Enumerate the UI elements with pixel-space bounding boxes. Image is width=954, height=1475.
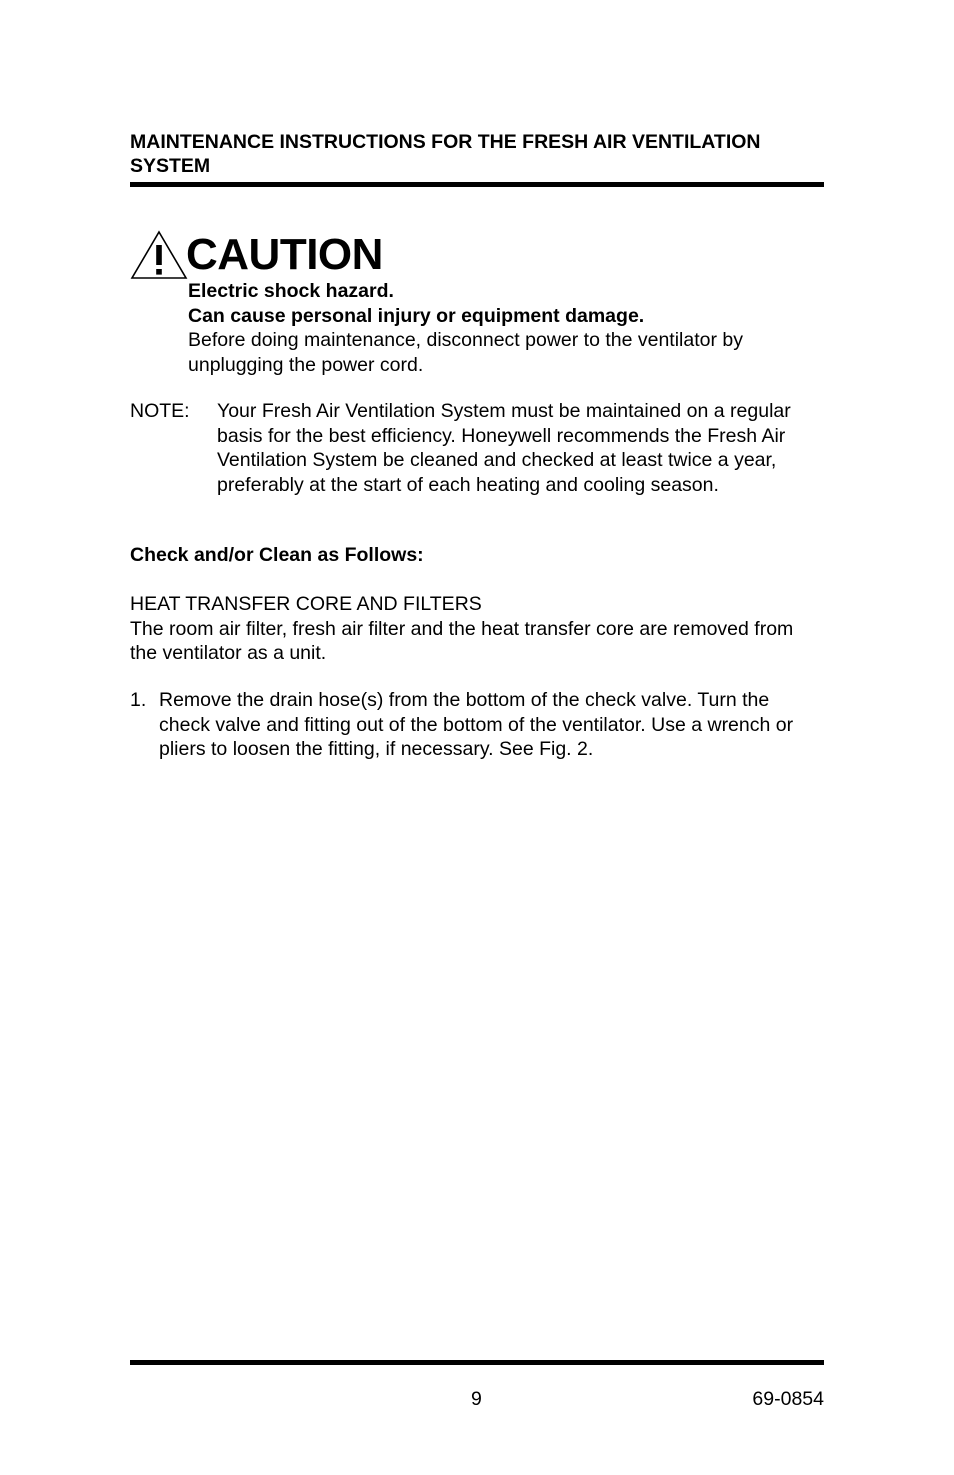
page-header-title: MAINTENANCE INSTRUCTIONS FOR THE FRESH AIR VENTILATION SYSTEM <box>130 131 761 177</box>
check-heading: Check and/or Clean as Follows: <box>130 544 424 566</box>
step-number: 1. <box>130 689 147 711</box>
caution-word: CAUTION <box>186 230 383 279</box>
footer-rule <box>130 1360 824 1365</box>
page-footer <box>130 1386 824 1412</box>
caution-heading <box>130 220 383 280</box>
section-title: HEAT TRANSFER CORE AND FILTERS <box>130 593 482 615</box>
document-number: 69-0854 <box>752 1388 824 1410</box>
section-heat-transfer <box>130 592 824 666</box>
page-number: 9 <box>471 1388 482 1410</box>
step-text: Remove the drain hose(s) from the bottom of the check valve. Turn the check valve and fitting out of the bottom of the ventilator. Use a wrench or pliers to loosen the fitting, if necessary. See Fig. 2. <box>159 689 794 760</box>
note-block <box>130 399 824 497</box>
document-page <box>130 0 824 1475</box>
list-item <box>130 688 824 762</box>
caution-hazard: Electric shock hazard. <box>188 280 394 302</box>
caution-instruction: Before doing maintenance, disconnect power to the ventilator by unplugging the power cord. <box>188 329 744 376</box>
warning-triangle-icon <box>130 230 188 280</box>
caution-consequence: Can cause personal injury or equipment damage. <box>188 304 645 327</box>
header-rule <box>130 182 824 187</box>
caution-body <box>188 279 828 377</box>
section-text: The room air filter, fresh air filter and the heat transfer core are removed from the ventilator as a unit. <box>130 617 794 664</box>
note-text: Your Fresh Air Ventilation System must be maintained on a regular basis for the best efficiency. Honeywell recommends the Fresh Air Ventilation System be cleaned and checked at least twice a year, preferably at the start of each heating and cooling season. <box>217 400 791 496</box>
note-label: NOTE: <box>130 400 190 422</box>
